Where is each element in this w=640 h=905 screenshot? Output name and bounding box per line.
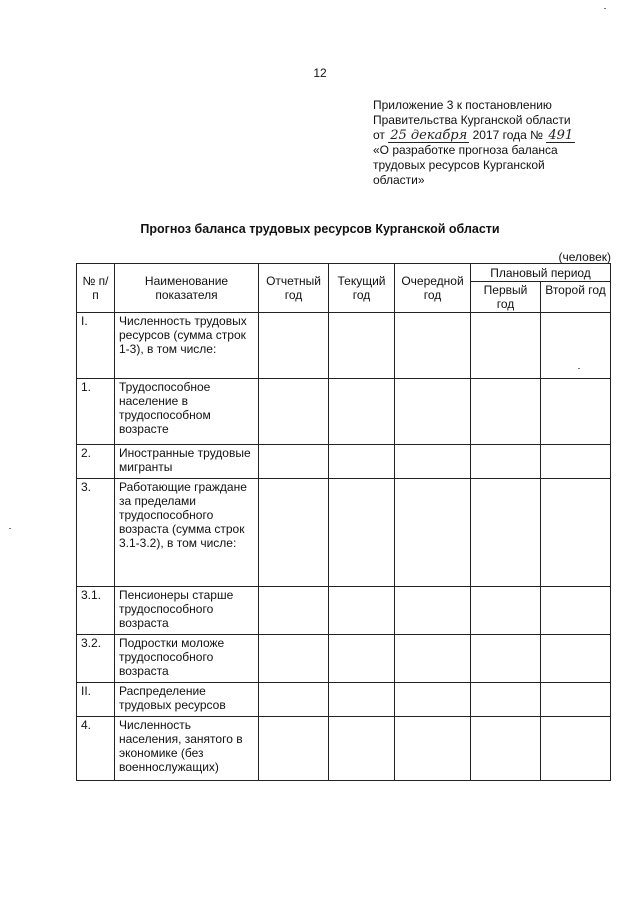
units-label: (человек) [558,250,611,264]
value-cell [471,587,541,635]
table-row [77,479,611,587]
value-cell [541,445,611,479]
scan-speck [9,528,11,529]
row-number: 2. [77,445,115,479]
value-cell [329,379,395,445]
value-cell [541,683,611,717]
value-cell [471,313,541,379]
value-cell [471,717,541,781]
header-second-year: Второй год [541,282,611,313]
value-cell [395,479,471,587]
value-cell [259,379,329,445]
table-row [77,587,611,635]
value-cell [395,683,471,717]
table-row [77,635,611,683]
value-cell [329,683,395,717]
scan-speck [604,8,606,9]
appendix-year: 2017 года № [472,128,544,142]
table-row [77,445,611,479]
appendix-line-2: Правительства Курганской области [373,113,571,127]
value-cell [471,635,541,683]
labor-balance-table [76,263,611,781]
value-cell [329,717,395,781]
handwritten-number: 491 [548,128,574,143]
row-indicator: Численность трудовых ресурсов (сумма строк 1-3), в том числе: [115,313,259,379]
header-next-year: Очередной год [395,264,471,313]
row-indicator: Работающие граждане за пределами трудоспособного возраста (сумма строк 3.1-3.2), в том числе: [115,479,259,587]
value-cell [259,683,329,717]
value-cell [329,587,395,635]
value-cell [395,379,471,445]
value-cell [541,717,611,781]
row-indicator: Трудоспособное население в трудоспособном возрасте [115,379,259,445]
value-cell [259,717,329,781]
value-cell [329,313,395,379]
header-planning-period: Плановый период [471,264,611,282]
row-number: 1. [77,379,115,445]
row-number: 3.2. [77,635,115,683]
value-cell [259,313,329,379]
row-number: II. [77,683,115,717]
handwritten-date: 25 декабря [390,128,468,143]
value-cell [395,313,471,379]
row-number: 3.1. [77,587,115,635]
row-indicator: Иностранные трудовые мигранты [115,445,259,479]
appendix-date-prefix: от [373,128,385,142]
appendix-header [373,98,613,188]
value-cell [329,479,395,587]
value-cell [541,479,611,587]
value-cell [395,445,471,479]
appendix-line-5: трудовых ресурсов Курганской [373,158,545,172]
header-name: Наименование показателя [115,264,259,313]
appendix-line-3 [373,128,613,143]
value-cell [541,379,611,445]
appendix-line-1: Приложение 3 к постановлению [373,98,552,112]
value-cell [471,379,541,445]
header-current-year: Текущий год [329,264,395,313]
row-indicator: Численность населения, занятого в экономике (без военнослужащих) [115,717,259,781]
table-row [77,313,611,379]
value-cell [395,587,471,635]
value-cell [329,445,395,479]
document-title: Прогноз баланса трудовых ресурсов Курганской области [140,222,500,236]
header-first-year: Первый год [471,282,541,313]
value-cell [541,635,611,683]
value-cell [259,635,329,683]
value-cell [471,683,541,717]
table-row [77,717,611,781]
value-cell [541,587,611,635]
value-cell [259,445,329,479]
row-number: 4. [77,717,115,781]
value-cell [541,313,611,379]
value-cell [395,717,471,781]
header-reporting-year: Отчетный год [259,264,329,313]
value-cell [471,445,541,479]
row-number: I. [77,313,115,379]
scan-speck [578,368,580,369]
value-cell [395,635,471,683]
value-cell [259,587,329,635]
appendix-line-4: «О разработке прогноза баланса [373,143,558,157]
row-indicator: Пенсионеры старше трудоспособного возраста [115,587,259,635]
header-num: № п/п [77,264,115,313]
value-cell [471,479,541,587]
row-indicator: Подростки моложе трудоспособного возраста [115,635,259,683]
row-number: 3. [77,479,115,587]
appendix-line-6: области» [373,173,425,187]
value-cell [329,635,395,683]
value-cell [259,479,329,587]
table-row [77,379,611,445]
row-indicator: Распределение трудовых ресурсов [115,683,259,717]
table-row [77,683,611,717]
page-number: 12 [313,66,327,80]
